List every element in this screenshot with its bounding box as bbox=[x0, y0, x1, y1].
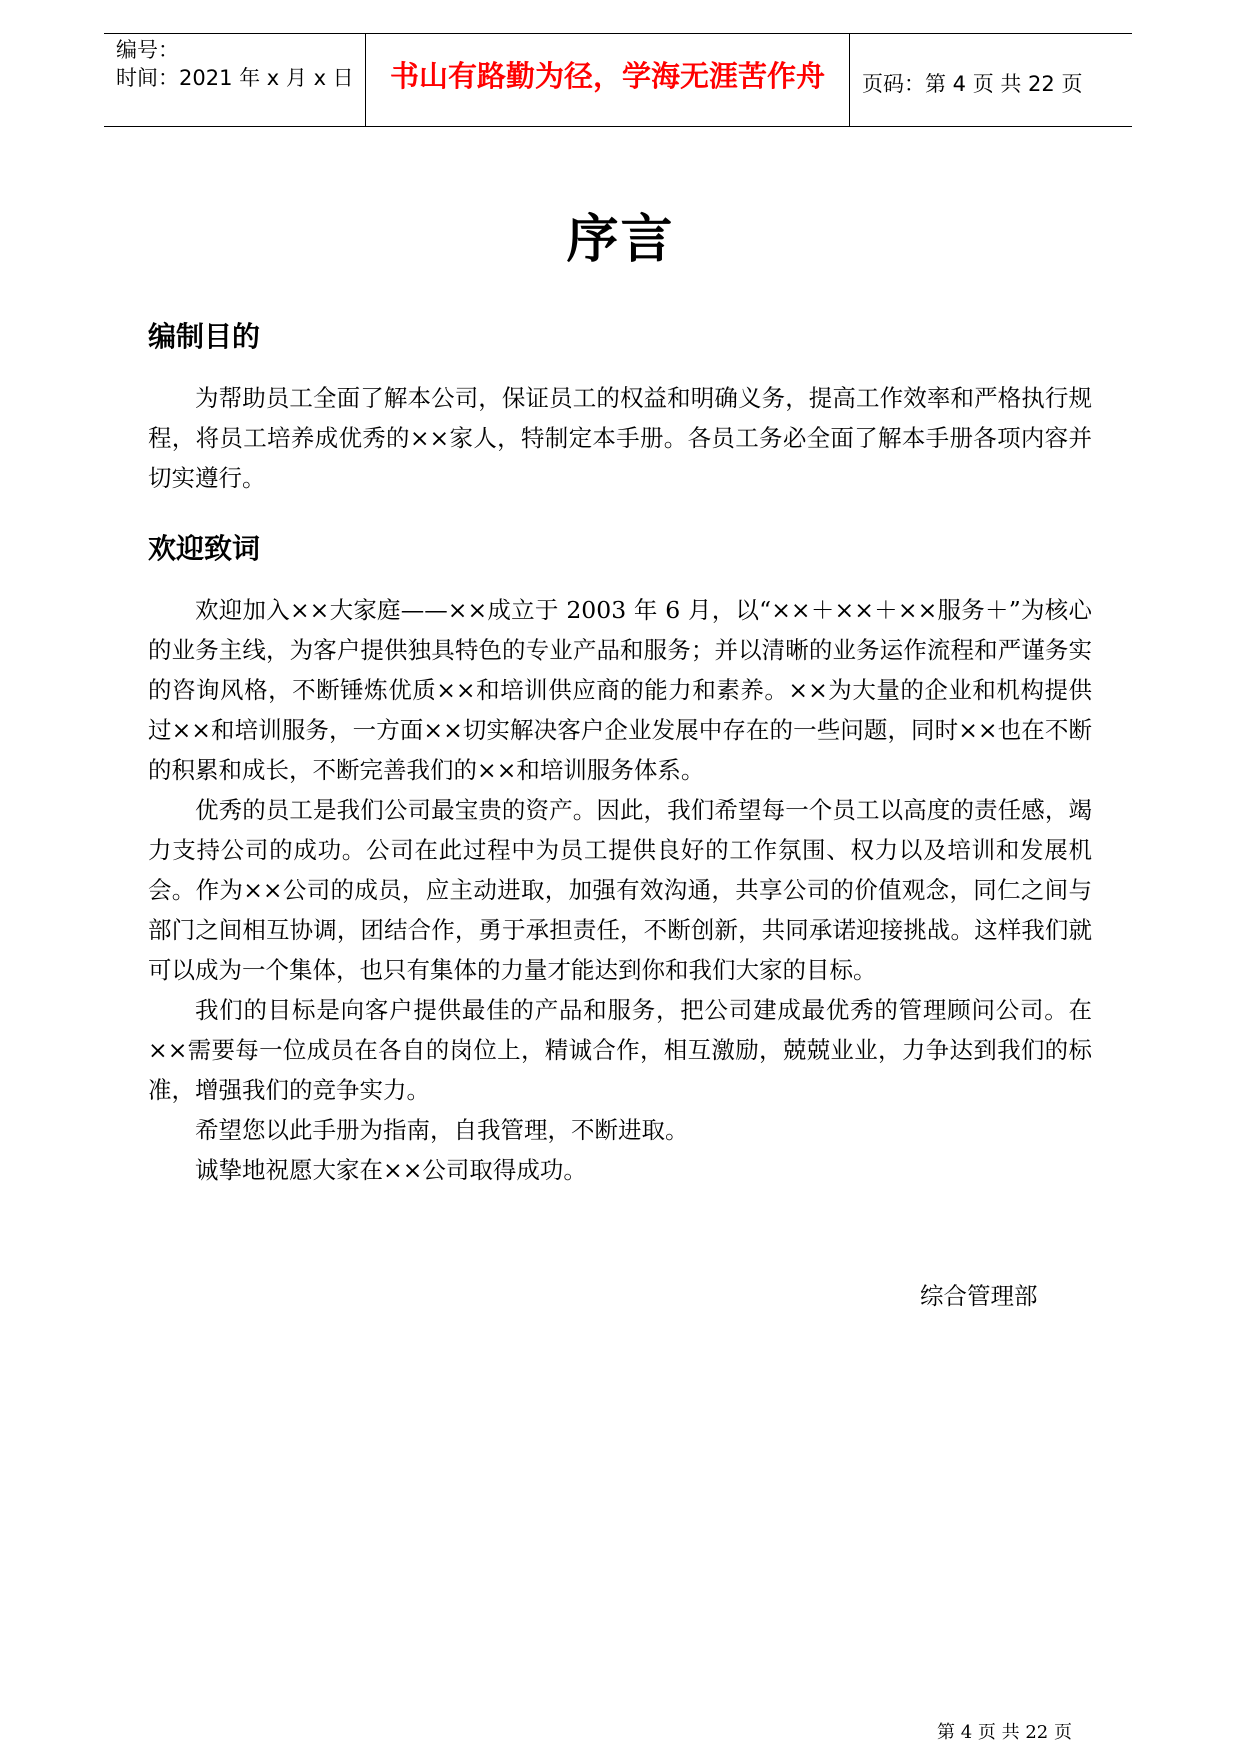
header-meta bbox=[116, 36, 364, 92]
paragraph-welcome-3: 我们的目标是向客户提供最佳的产品和服务，把公司建成最优秀的管理顾问公司。在××需要每一位成员在各自的岗位上，精诚合作，相互激励，兢兢业业，力争达到我们的标准，增强我们的竞争实力。 bbox=[148, 996, 1092, 1104]
header-page-number: 页码：第 4 页 共 22 页 bbox=[862, 72, 1083, 96]
signature-department: 综合管理部 bbox=[920, 1282, 1038, 1310]
paragraph-purpose: 为帮助员工全面了解本公司，保证员工的权益和明确义务，提高工作效率和严格执行规程，将员工培养成优秀的××家人，特制定本手册。各员工务必全面了解本手册各项内容并切实遵行。 bbox=[148, 384, 1092, 492]
paragraph-welcome-1: 欢迎加入××大家庭——××成立于 2003 年 6 月，以“××＋××＋××服务＋”为核心的业务主线，为客户提供独具特色的专业产品和服务；并以清晰的业务运作流程和严谨务实的咨询风格，不断锤炼优质××和培训供应商的能力和素养。××为大量的企业和机构提供过××和培训服务，一方面××切实解决客户企业发展中存在的一些问题，同时××也在不断的积累和成长，不断完善我们的××和培训服务体系。 bbox=[148, 596, 1092, 784]
page-footer: 第 4 页 共 22 页 bbox=[937, 1722, 1072, 1743]
section-heading-purpose: 编制目的 bbox=[148, 320, 261, 353]
document-time-label: 时间：2021 年 x 月 x 日 bbox=[116, 66, 354, 90]
document-number-label: 编号： bbox=[116, 38, 179, 62]
paragraph-welcome-2: 优秀的员工是我们公司最宝贵的资产。因此，我们希望每一个员工以高度的责任感，竭力支持公司的成功。公司在此过程中为员工提供良好的工作氛围、权力以及培训和发展机会。作为××公司的成员，应主动进取，加强有效沟通，共享公司的价值观念，同仁之间与部门之间相互协调，团结合作，勇于承担责任，不断创新，共同承诺迎接挑战。这样我们就可以成为一个集体，也只有集体的力量才能达到你和我们大家的目标。 bbox=[148, 796, 1092, 984]
paragraph-welcome-4: 希望您以此手册为指南，自我管理，不断进取。 bbox=[195, 1116, 689, 1144]
header-divider-right bbox=[849, 34, 850, 127]
paragraph-welcome-5: 诚挚地祝愿大家在××公司取得成功。 bbox=[195, 1156, 587, 1184]
page-title: 序言 bbox=[566, 210, 675, 270]
section-heading-welcome: 欢迎致词 bbox=[148, 532, 261, 565]
header-motto: 书山有路勤为径，学海无涯苦作舟 bbox=[389, 59, 825, 93]
page-header bbox=[104, 33, 1132, 127]
